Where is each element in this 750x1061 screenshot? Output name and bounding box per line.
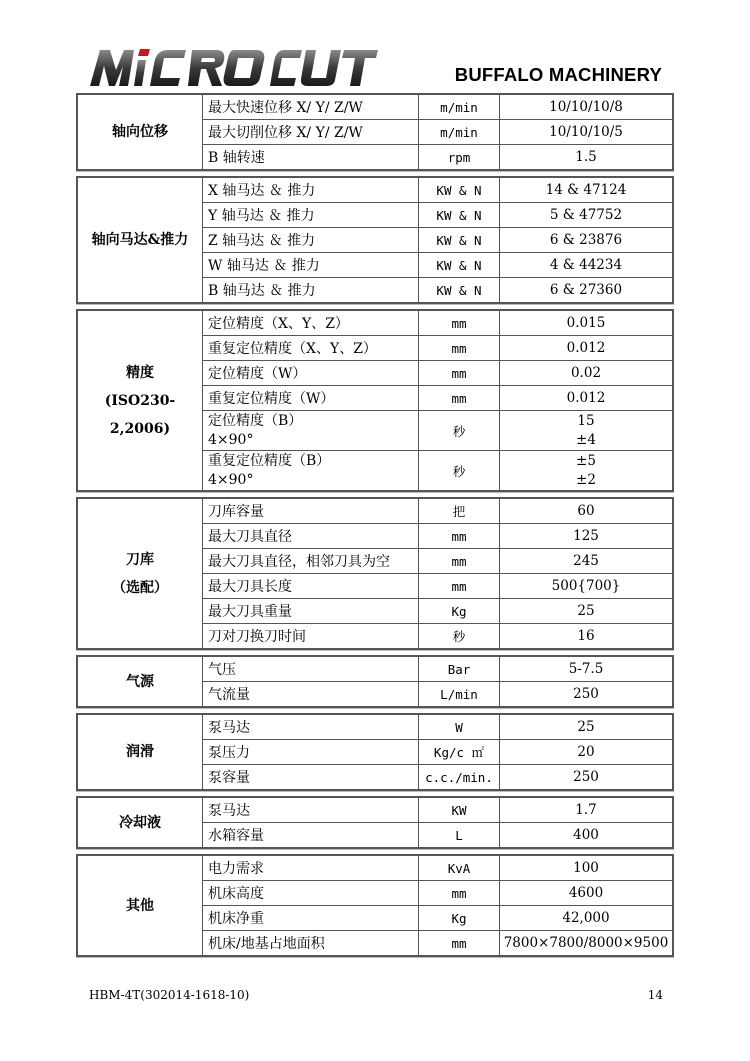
- unit-cell: KW & N: [419, 278, 500, 302]
- category-label: 精度: [126, 364, 154, 381]
- unit-cell: KW & N: [419, 203, 500, 227]
- item-cell: [203, 253, 419, 277]
- item-label: 泵马达: [208, 803, 250, 819]
- spec-row: [203, 764, 672, 789]
- value-text: 4600: [568, 885, 604, 901]
- item-cell: [203, 120, 419, 144]
- value-cell: [500, 765, 672, 789]
- spec-row: [203, 548, 672, 573]
- category-cell: [78, 178, 203, 302]
- spec-rows: [203, 657, 672, 706]
- value-text: 0.012: [566, 390, 606, 406]
- doc-code: HBM-4T(302014-1618-10): [89, 988, 250, 1002]
- spec-row: [203, 930, 672, 955]
- spec-row: [203, 905, 672, 930]
- unit-cell: KW & N: [419, 228, 500, 252]
- category-label: 气源: [126, 673, 154, 690]
- spec-row: [203, 360, 672, 385]
- category-cell: [78, 499, 203, 648]
- value-text: ±4: [576, 431, 596, 448]
- item-label: 最大刀具直径: [208, 529, 292, 545]
- category-cell: [78, 856, 203, 955]
- spec-row: [203, 880, 672, 905]
- spec-row: [203, 573, 672, 598]
- page-number: 14: [647, 988, 663, 1002]
- unit-cell: KvA: [419, 856, 500, 880]
- unit-cell: 秒: [419, 451, 500, 490]
- value-cell: [500, 574, 672, 598]
- item-label: 气压: [208, 662, 236, 678]
- spec-row: [203, 499, 672, 523]
- spec-row: [203, 311, 672, 335]
- value-cell: [500, 499, 672, 523]
- item-cell: [203, 682, 419, 706]
- item-cell: [203, 499, 419, 523]
- spec-rows: [203, 178, 672, 302]
- value-cell: [500, 278, 672, 302]
- value-cell: [500, 336, 672, 360]
- spec-group: [76, 93, 674, 171]
- value-text: 16: [577, 628, 595, 644]
- unit-cell: mm: [419, 386, 500, 410]
- item-label: 重复定位精度（X、Y、Z）: [208, 341, 377, 357]
- brand-name: BUFFALO MACHINERY: [454, 64, 662, 85]
- item-label: B 轴转速: [208, 150, 265, 166]
- item-label: 泵压力: [208, 745, 250, 761]
- item-cell: [203, 798, 419, 822]
- item-cell: [203, 311, 419, 335]
- unit-cell: L: [419, 823, 500, 847]
- spec-row: [203, 178, 672, 202]
- category-label: 轴向马达&推力: [91, 232, 189, 248]
- unit-cell: c.c./min.: [419, 765, 500, 789]
- value-cell: [500, 311, 672, 335]
- value-cell: [500, 657, 672, 681]
- value-cell: [500, 931, 672, 955]
- item-cell: [203, 624, 419, 648]
- spec-row: [203, 739, 672, 764]
- unit-cell: Bar: [419, 657, 500, 681]
- spec-row: [203, 623, 672, 648]
- item-cell: [203, 228, 419, 252]
- item-label: 最大刀具直径，相邻刀具为空: [208, 554, 390, 570]
- item-label: X 轴马达 ＆ 推力: [208, 183, 316, 199]
- item-cell: [203, 657, 419, 681]
- item-label: 机床高度: [208, 886, 264, 902]
- value-cell: [500, 361, 672, 385]
- spec-group: [76, 854, 674, 957]
- unit-cell: mm: [419, 931, 500, 955]
- spec-rows: [203, 311, 672, 490]
- item-label: 4×90°: [208, 431, 254, 448]
- spec-group: [76, 309, 674, 492]
- category-label: 冷却液: [119, 814, 161, 831]
- value-text: 0.02: [570, 365, 602, 381]
- spec-row: [203, 277, 672, 302]
- spec-row: [203, 227, 672, 252]
- spec-row: [203, 335, 672, 360]
- unit-cell: Kg: [419, 599, 500, 623]
- spec-rows: [203, 715, 672, 789]
- item-cell: [203, 178, 419, 202]
- item-label: W 轴马达 ＆ 推力: [208, 258, 320, 274]
- value-text: 60: [577, 503, 595, 519]
- category-label: （选配）: [112, 579, 168, 596]
- value-text: 25: [577, 603, 595, 619]
- spec-group: [76, 796, 674, 849]
- item-label: 定位精度（B）: [208, 412, 303, 429]
- unit-cell: KW & N: [419, 253, 500, 277]
- value-text: 7800×7800/8000×9500: [503, 935, 669, 951]
- item-label: Z 轴马达 ＆ 推力: [208, 233, 316, 249]
- value-text: 125: [573, 528, 599, 544]
- value-text: 10/10/10/5: [549, 124, 623, 140]
- item-label: 最大切削位移 X/ Y/ Z/W: [208, 125, 363, 141]
- item-cell: [203, 574, 419, 598]
- unit-cell: m/min: [419, 120, 500, 144]
- value-cell: [500, 881, 672, 905]
- page-header: [0, 0, 750, 95]
- value-text: 0.012: [566, 340, 606, 356]
- value-cell: [500, 624, 672, 648]
- item-label: 最大快速位移 X/ Y/ Z/W: [208, 100, 363, 116]
- value-text: 500{700}: [551, 578, 621, 594]
- spec-group: [76, 655, 674, 708]
- value-text: ±5: [576, 452, 596, 469]
- value-text: 250: [573, 686, 599, 702]
- unit-cell: KW: [419, 798, 500, 822]
- unit-cell: m/min: [419, 95, 500, 119]
- item-cell: [203, 599, 419, 623]
- value-cell: [500, 906, 672, 930]
- spec-row: [203, 657, 672, 681]
- value-text: 1.7: [575, 802, 597, 818]
- spec-row: [203, 95, 672, 119]
- value-text: 25: [577, 719, 595, 735]
- value-text: 400: [573, 827, 599, 843]
- value-text: 5-7.5: [568, 661, 604, 677]
- category-label: 其他: [126, 897, 154, 914]
- spec-rows: [203, 95, 672, 169]
- spec-row: [203, 523, 672, 548]
- item-cell: [203, 95, 419, 119]
- item-label: 最大刀具长度: [208, 579, 292, 595]
- item-cell: [203, 203, 419, 227]
- value-cell: [500, 411, 672, 450]
- category-cell: [78, 657, 203, 706]
- value-cell: [500, 253, 672, 277]
- spec-group: [76, 713, 674, 791]
- unit-cell: mm: [419, 361, 500, 385]
- value-text: 5 & 47752: [549, 207, 623, 223]
- unit-cell: KW & N: [419, 178, 500, 202]
- item-cell: [203, 451, 419, 490]
- value-cell: [500, 740, 672, 764]
- value-cell: [500, 178, 672, 202]
- item-cell: [203, 931, 419, 955]
- item-cell: [203, 823, 419, 847]
- unit-cell: Kg/c ㎡: [419, 740, 500, 764]
- value-text: 42,000: [562, 910, 610, 926]
- item-cell: [203, 549, 419, 573]
- item-cell: [203, 336, 419, 360]
- value-cell: [500, 856, 672, 880]
- spec-row: [203, 385, 672, 410]
- item-cell: [203, 906, 419, 930]
- unit-cell: rpm: [419, 145, 500, 169]
- microcut-logo: [88, 46, 380, 88]
- value-cell: [500, 599, 672, 623]
- spec-row: [203, 822, 672, 847]
- spec-group: [76, 176, 674, 304]
- value-text: 245: [573, 553, 599, 569]
- value-text: 100: [573, 860, 599, 876]
- value-cell: [500, 524, 672, 548]
- item-cell: [203, 715, 419, 739]
- item-cell: [203, 765, 419, 789]
- unit-cell: mm: [419, 549, 500, 573]
- unit-cell: mm: [419, 336, 500, 360]
- spec-row: [203, 598, 672, 623]
- unit-cell: 把: [419, 499, 500, 523]
- item-label: Y 轴马达 ＆ 推力: [208, 208, 315, 224]
- category-cell: [78, 715, 203, 789]
- category-label: 润滑: [126, 744, 154, 760]
- item-cell: [203, 524, 419, 548]
- value-cell: [500, 386, 672, 410]
- unit-cell: Kg: [419, 906, 500, 930]
- value-cell: [500, 120, 672, 144]
- category-label: 刀库: [126, 551, 154, 568]
- spec-row: [203, 856, 672, 880]
- item-label: 刀对刀换刀时间: [208, 629, 306, 645]
- spec-row: [203, 410, 672, 450]
- category-cell: [78, 95, 203, 169]
- item-label: 4×90°: [208, 471, 254, 488]
- item-cell: [203, 361, 419, 385]
- item-label: 水箱容量: [208, 828, 264, 844]
- category-cell: [78, 311, 203, 490]
- item-cell: [203, 145, 419, 169]
- item-cell: [203, 740, 419, 764]
- item-cell: [203, 856, 419, 880]
- value-text: 15: [577, 412, 595, 429]
- spec-rows: [203, 499, 672, 648]
- spec-row: [203, 798, 672, 822]
- unit-cell: mm: [419, 311, 500, 335]
- spec-group: [76, 497, 674, 650]
- item-cell: [203, 386, 419, 410]
- item-cell: [203, 881, 419, 905]
- spec-row: [203, 681, 672, 706]
- spec-rows: [203, 798, 672, 847]
- value-text: 0.015: [566, 315, 606, 331]
- item-label: 最大刀具重量: [208, 604, 292, 620]
- value-text: 10/10/10/8: [549, 99, 623, 115]
- spec-row: [203, 144, 672, 169]
- unit-cell: 秒: [419, 624, 500, 648]
- value-text: 6 & 27360: [549, 282, 623, 298]
- item-label: 重复定位精度（W）: [208, 391, 335, 407]
- item-label: 电力需求: [208, 861, 264, 877]
- value-cell: [500, 145, 672, 169]
- value-text: 6 & 23876: [549, 232, 623, 248]
- item-label: 刀库容量: [208, 504, 264, 520]
- item-cell: [203, 278, 419, 302]
- spec-row: [203, 715, 672, 739]
- spec-table: [76, 93, 674, 962]
- item-label: 重复定位精度（B）: [208, 452, 331, 469]
- spec-row: [203, 450, 672, 490]
- item-label: 定位精度（X、Y、Z）: [208, 316, 349, 332]
- unit-cell: 秒: [419, 411, 500, 450]
- unit-cell: mm: [419, 881, 500, 905]
- item-label: 机床净重: [208, 911, 264, 927]
- value-cell: [500, 549, 672, 573]
- category-label: 轴向位移: [112, 124, 168, 140]
- item-label: 泵容量: [208, 770, 250, 786]
- unit-cell: L/min: [419, 682, 500, 706]
- value-cell: [500, 95, 672, 119]
- unit-cell: mm: [419, 574, 500, 598]
- value-text: 14 & 47124: [545, 182, 627, 198]
- item-label: 泵马达: [208, 720, 250, 736]
- spec-row: [203, 119, 672, 144]
- item-label: B 轴马达 ＆ 推力: [208, 283, 316, 299]
- value-cell: [500, 203, 672, 227]
- spec-rows: [203, 856, 672, 955]
- value-text: 4 & 44234: [549, 257, 623, 273]
- value-cell: [500, 451, 672, 490]
- value-cell: [500, 823, 672, 847]
- item-label: 气流量: [208, 687, 250, 703]
- spec-row: [203, 252, 672, 277]
- value-text: 20: [577, 744, 595, 760]
- value-cell: [500, 682, 672, 706]
- category-cell: [78, 798, 203, 847]
- spec-row: [203, 202, 672, 227]
- item-label: 定位精度（W）: [208, 366, 307, 382]
- value-cell: [500, 228, 672, 252]
- value-text: 1.5: [575, 149, 597, 165]
- item-label: 机床/地基占地面积: [208, 936, 325, 952]
- value-cell: [500, 798, 672, 822]
- unit-cell: mm: [419, 524, 500, 548]
- value-cell: [500, 715, 672, 739]
- unit-cell: W: [419, 715, 500, 739]
- value-text: 250: [573, 769, 599, 785]
- value-text: ±2: [576, 471, 596, 488]
- item-cell: [203, 411, 419, 450]
- category-label: (ISO230-2,2006): [104, 392, 176, 437]
